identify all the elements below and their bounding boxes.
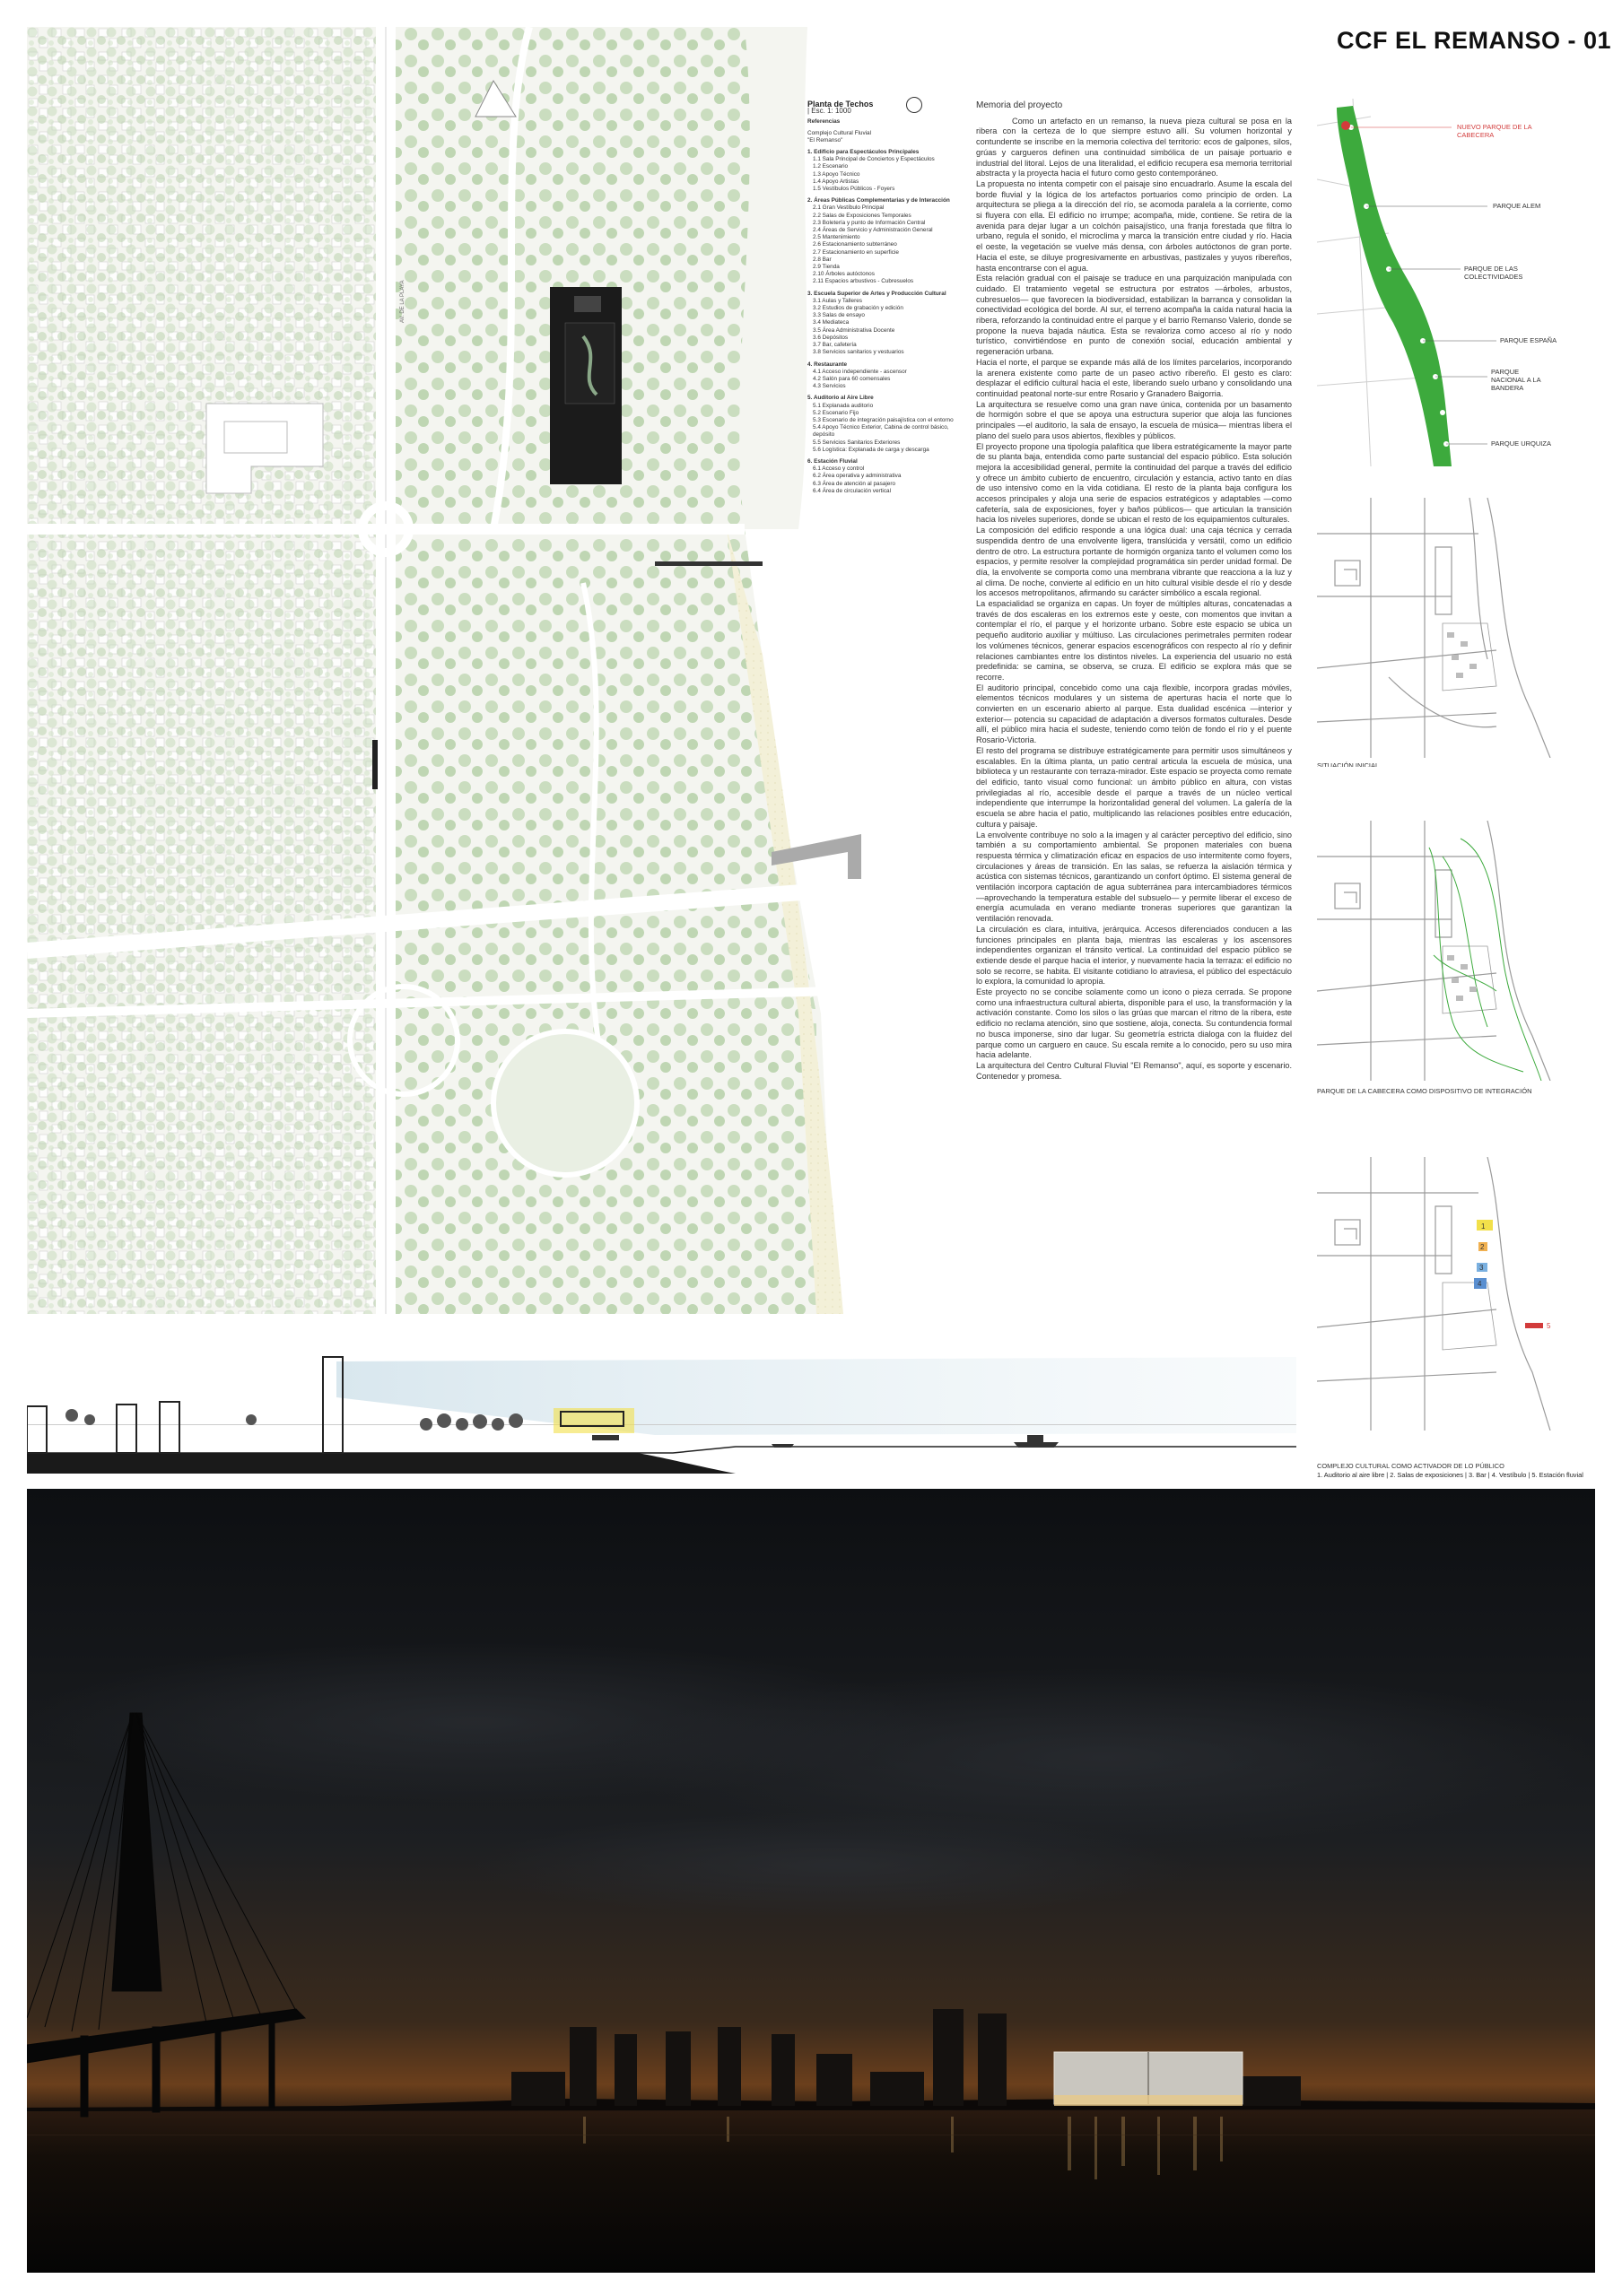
legend-item: 2.7 Estacionamiento en superficie bbox=[813, 248, 899, 256]
situation-label: SITUACIÓN INICIAL bbox=[1317, 761, 1380, 767]
memoir-paragraph: La composición del edificio responde a una lógica dual: una caja técnica y cerrada suspendida dentro de una envolvente ligera, translúcida y versátil, como un edificio dentro de otro. La estructura portante de hormigón organiza tanto el volumen como los espacios, y permite resolver la complejidad programática sin perder unidad formal. De día, la envolvente se comporta como una membrana vibrante que reacciona a la luz y al clima. De noche, convierte al edificio en un hito cultural visible desde el río y desde los accesos metropolitanos, afirmando su carácter simbólico a escala regional. bbox=[976, 526, 1292, 598]
memoir-paragraph: La circulación es clara, intuitiva, jerárquica. Accesos diferenciados conducen a las funciones principales en planta baja, mientras las escaleras y los ascensores independientes organizan el tránsito vertical. La continuidad del espacio público se extiende desde el parque hacia el interior, y nuevamente hacia la terraza: el edificio no solo se recorre, se habita. El visitante cotidiano lo atraviesa, el público del espectáculo lo explora, la comunidad lo apropia. bbox=[976, 924, 1292, 987]
legend-item: 3.5 Área Administrativa Docente bbox=[813, 326, 895, 334]
legend-item: 2.2 Salas de Exposiciones Temporales bbox=[813, 212, 911, 219]
legend-item: 1.4 Apoyo Artistas bbox=[813, 178, 859, 185]
initial-situation-diagram bbox=[1317, 498, 1565, 767]
legend-item: 5.5 Servicios Sanitarios Exteriores bbox=[813, 439, 901, 446]
legend-section-heading: 2. Áreas Públicas Complementarias y de Interacción bbox=[807, 197, 950, 204]
park-label-colectividades: PARQUE DE LAS COLECTIVIDADES bbox=[1464, 265, 1523, 281]
legend-section-heading: 1. Edificio para Espectáculos Principales bbox=[807, 149, 920, 156]
lit-building bbox=[1054, 2052, 1243, 2106]
legend-title: Planta de Techos bbox=[807, 100, 874, 109]
legend-item: 2.5 Mantenimiento bbox=[813, 234, 860, 241]
legend-item: 5.3 Escenario de integración paisajística con el entorno bbox=[813, 416, 954, 423]
legend-item: 6.4 Área de circulación vertical bbox=[813, 487, 892, 494]
legend-references: Referencias bbox=[807, 118, 841, 126]
park-label-cabecera: NUEVO PARQUE DE LA CABECERA bbox=[1457, 123, 1532, 139]
legend-scale: | Esc. 1: 1000 bbox=[807, 107, 851, 116]
park-label-urquiza: PARQUE URQUIZA bbox=[1491, 439, 1551, 448]
legend-item: 6.1 Acceso y control bbox=[813, 465, 865, 473]
memoir-paragraph: La espacialidad se organiza en capas. Un foyer de múltiples alturas, concatenadas a través de dos escaleras en los extremos este y oeste, con momentos que invitan a contemplar el río, el parque y el horizonte urbano. Sobre este espacio se ubica un pequeño auditorio auxiliar y múltiuso. Las circulaciones perimetrales permiten rodear los volúmenes técnicos, generar espacios escenográficos con respecto al río y definir relaciones cambiantes entre los distintos niveles. La experiencia del usuario no está predefinida: se camina, se observa, se cruza. El edificio se explora más que se recorre. bbox=[976, 599, 1292, 682]
legend-item: 2.6 Estacionamiento subterráneo bbox=[813, 241, 897, 248]
public-activator-caption bbox=[1317, 1462, 1604, 1479]
memoir-paragraph: Hacia el norte, el parque se expande más allá de los límites parcelarios, incorporando la arenera existente como parte de un paseo activo ribereño. El gesto es claro: desplazar el edificio cultural hacia el este, liberando suelo urbano y consolidando una continuidad peatonal norte-sur entre Rosario y Granadero Baigorria. bbox=[976, 357, 1292, 398]
legend-item: 2.9 Tienda bbox=[813, 264, 840, 271]
legend-item: 4.3 Servicios bbox=[813, 383, 846, 390]
legend-item: 2.4 Áreas de Servicio y Administración General bbox=[813, 227, 933, 234]
legend-section-heading: 6. Estación Fluvial bbox=[807, 457, 858, 465]
legend-item: 2.1 Gran Vestíbulo Principal bbox=[813, 204, 885, 212]
memoir-paragraph: El auditorio principal, concebido como una caja flexible, incorpora gradas móviles, elementos técnicos modulares y un sistema de aperturas hacia el norte que lo convierten en un escenario abierto al parque. Esta dualidad escénica —interior y exterior— potencia su capacidad de adaptación a diversos formatos culturales. Desde allí, el público mira hacia el sudeste, teniendo como telón de fondo el río y el puente Rosario-Victoria. bbox=[976, 683, 1292, 745]
memoir-paragraph: La propuesta no intenta competir con el paisaje sino encuadrarlo. Asume la escala del borde fluvial y la lógica de los artefactos portuarios como principio de orden. La arquitectura se pliega a la dirección del río, se acomoda paralela a la corriente, como si fluyera con ella. El edificio no irrumpe; acompaña, mide, contiene. Se retira de la avenida para dejar lugar a un colchón paisajístico, una franja forestada que filtra lo urbano, regula el sonido, el microclima y marca la transición entre ciudad y río. Hacia el oeste, la vegetación se vuelve más densa, con árboles autóctonos de gran porte. Hacia el este, se diluye progresivamente en arbustivas, pastizales y yuyos ribereños, hasta encontrarse con el agua. bbox=[976, 178, 1292, 273]
legend-item: 3.2 Estudios de grabación y edición bbox=[813, 305, 903, 312]
legend-item: 2.10 Árboles autóctonos bbox=[813, 271, 875, 278]
legend-item: 4.1 Acceso independiente - ascensor bbox=[813, 368, 907, 375]
legend-item: 5.4 Apoyo Técnico Exterior, Cabina de control básico, depósito bbox=[813, 424, 949, 439]
main-building-plan bbox=[550, 287, 622, 484]
legend-item: 3.7 Bar, cafetería bbox=[813, 342, 857, 349]
street-label: AV. DE LA PLAYA bbox=[400, 280, 406, 323]
legend-item: 1.3 Apoyo Técnico bbox=[813, 170, 860, 178]
legend-section-heading: 5. Auditorio al Aire Libre bbox=[807, 395, 874, 402]
project-memoir bbox=[976, 100, 1292, 1082]
marker-1: 1 bbox=[1481, 1222, 1486, 1231]
park-integration-diagram bbox=[1317, 821, 1565, 1103]
legend bbox=[807, 100, 969, 495]
legend-item: 5.1 Explanada auditorio bbox=[813, 402, 874, 409]
public-activator-items: 1. Auditorio al aire libre | 2. Salas de exposiciones | 3. Bar | 4. Vestíbulo | 5. Estación fluvial bbox=[1317, 1470, 1583, 1479]
legend-sections bbox=[807, 149, 969, 495]
memoir-title: Memoria del proyecto bbox=[976, 100, 1063, 110]
legend-section-heading: 3. Escuela Superior de Artes y Producción Cultural bbox=[807, 290, 946, 297]
legend-item: 2.8 Bar bbox=[813, 256, 832, 263]
sheet-title: CCF EL REMANSO - 01 bbox=[1337, 27, 1612, 54]
marker-2: 2 bbox=[1480, 1243, 1485, 1251]
memoir-paragraph: Este proyecto no se concibe solamente como un icono o pieza cerrada. Se propone como una infraestructura cultural abierta, disponible para el uso, la transformación y la activación constante. Como los silos o las grúas que marcan el ritmo de la ribera, este edificio no reclama atención, sino que sostiene, aloja, conecta. Su contundencia formal no busca imponerse, sino dar lugar. Su geometría estricta dialoga con la fluidez del parque como un carguero en cauce. Su escala remite a lo conocido, pero su uso mira hacia adelante. bbox=[976, 987, 1292, 1060]
parks-diagram bbox=[1317, 99, 1565, 466]
memoir-paragraph: La arquitectura del Centro Cultural Fluvial "El Remanso", aquí, es soporte y escenario. Contenedor y promesa. bbox=[976, 1060, 1292, 1081]
legend-item: 1.2 Escenario bbox=[813, 163, 849, 170]
public-activator-diagram bbox=[1317, 1157, 1565, 1431]
legend-item: 3.3 Salas de ensayo bbox=[813, 312, 865, 319]
park-label-espana: PARQUE ESPAÑA bbox=[1500, 336, 1557, 344]
legend-item: 1.5 Vestíbulos Públicos - Foyers bbox=[813, 186, 895, 193]
legend-section-heading: 4. Restaurante bbox=[807, 361, 848, 368]
memoir-paragraph: El proyecto propone una tipología palafítica que libera estratégicamente la mayor parte de su planta baja, entendida como parte sustancial del espacio público. Esta solución mejora la accesibilidad general, permite la continuidad del parque a través del edificio y ofrece un ámbito cubierto de encuentro, circulación y estancia, activo tanto en días de uso intensivo como en la vida cotidiana. El resto de la planta baja configura los accesos principales y aloja una serie de espacios estratégicos y adaptables —como cafetería, sala de exposiciones, foyer y baños públicos— que articulan la transición hacia los niveles superiores, donde se ubican el resto de los equipamientos culturales. bbox=[976, 441, 1292, 525]
legend-item: 1.1 Sala Principal de Conciertos y Espectáculos bbox=[813, 156, 935, 163]
legend-item: 3.1 Aulas y Talleres bbox=[813, 297, 862, 304]
memoir-body bbox=[976, 117, 1292, 1083]
memoir-paragraph: El resto del programa se distribuye estratégicamente para permitir usos simultáneos y escalables. En la última planta, un patio central articula la escuela de música, una biblioteca y un restaurante con terraza-mirador. Este espacio se proyecta como remate del edificio, tanto visual como funcional: un ámbito público en altura, con vistas privilegiadas al río, accesible desde el parque a través de un núcleo vertical independiente que interrumpe la horizontalidad general del volumen. La galería de la escuela se abre hacia el patio, multiplicando las relaciones posibles entre educación, cultura y paisaje. bbox=[976, 745, 1292, 829]
legend-item: 6.2 Área operativa y administrativa bbox=[813, 473, 902, 480]
park-label-bandera: PARQUE NACIONAL A LA BANDERA bbox=[1491, 368, 1541, 392]
marker-3: 3 bbox=[1479, 1264, 1484, 1272]
parks-diagram-drawing bbox=[1317, 99, 1565, 466]
public-activator-title: COMPLEJO CULTURAL COMO ACTIVADOR DE LO PÚBLICO bbox=[1317, 1462, 1504, 1470]
site-section bbox=[27, 1335, 1296, 1474]
legend-item: 5.6 Logística: Explanada de carga y descarga bbox=[813, 446, 929, 453]
legend-item: 2.3 Boletería y punto de Información Central bbox=[813, 219, 926, 226]
legend-complex-sub: "El Remanso" bbox=[807, 136, 843, 144]
legend-item: 3.4 Mediateca bbox=[813, 319, 850, 326]
memoir-paragraph: Como un artefacto en un remanso, la nueva pieza cultural se posa en la ribera con la certeza de lo que siempre estuvo allí. Su volumen horizontal y contundente se inscribe en la memoria colectiva del territorio: ecos de galpones, silos, grúas y cargueros definen una continuidad simbólica de un paisaje portuario e industrial del litoral. Lejos de una literalidad, el edificio recupera esa memoria territorial abstracta y la proyecta hacia el futuro como gesto contemporáneo. bbox=[976, 116, 1292, 178]
marker-4: 4 bbox=[1478, 1280, 1482, 1288]
legend-item: 4.2 Salón para 60 comensales bbox=[813, 375, 891, 382]
park-label-alem: PARQUE ALEM bbox=[1493, 202, 1541, 210]
night-render bbox=[27, 1489, 1595, 2273]
legend-item: 2.11 Espacios arbustivos - Cubresuelos bbox=[813, 278, 914, 285]
legend-item: 3.6 Depósitos bbox=[813, 334, 849, 341]
legend-complex-name: Complejo Cultural Fluvial bbox=[807, 129, 872, 136]
marker-5: 5 bbox=[1547, 1322, 1551, 1330]
legend-item: 3.8 Servicios sanitarios y vestuarios bbox=[813, 349, 904, 356]
park-integration-label: PARQUE DE LA CABECERA COMO DISPOSITIVO DE INTEGRACIÓN bbox=[1317, 1087, 1532, 1095]
memoir-paragraph: La arquitectura se resuelve como una gran nave única, contenida por un basamento de hormigón sobre el que se apoya una estructura superior que aloja las funciones principales —el auditorio, la sala de ensayo, la escuela de música— mientras libera el plano del suelo para usos abiertos, flexibles y públicos. bbox=[976, 399, 1292, 440]
legend-item: 6.3 Área de atención al pasajero bbox=[813, 480, 896, 487]
memoir-paragraph: Esta relación gradual con el paisaje se traduce en una parquización manipulada con cuidado. El tratamiento vegetal se estructura por estratos —árboles, arbustos, cubresuelos— que favorecen la biodiversidad, estabilizan la barranca y consolidan la conectividad ecológica del borde. Al sur, el terreno acompaña la caída natural hacia la ribera, reforzando la continuidad entre el parque y el barrio Remanso Valerio, donde se propone la nueva bajada náutica. Esta se revaloriza como acceso al río y nodo turístico, convirtiéndose en punto de conexión social, educación ambiental y regeneración urbana. bbox=[976, 274, 1292, 357]
memoir-paragraph: La envolvente contribuye no solo a la imagen y al carácter perceptivo del edificio, sino también a su comportamiento ambiental. Se proponen materiales con buena respuesta térmica y climatización eficaz en espacios de uso intermitente como foyers, circulaciones y áreas de transición. En las salas, se refuerza la aislación térmica y acústica con sistemas técnicos, garantizando un confort óptimo. El sistema general de ventilación incorpora captación de agua subterránea para intercambiadores térmicos —aprovechando la temperatura estable del subsuelo— y permite liberar el exceso de energía acumulada en verano mediante troneras superiores que garantizan la ventilación renovada. bbox=[976, 830, 1292, 924]
legend-item: 5.2 Escenario Fijo bbox=[813, 409, 859, 416]
